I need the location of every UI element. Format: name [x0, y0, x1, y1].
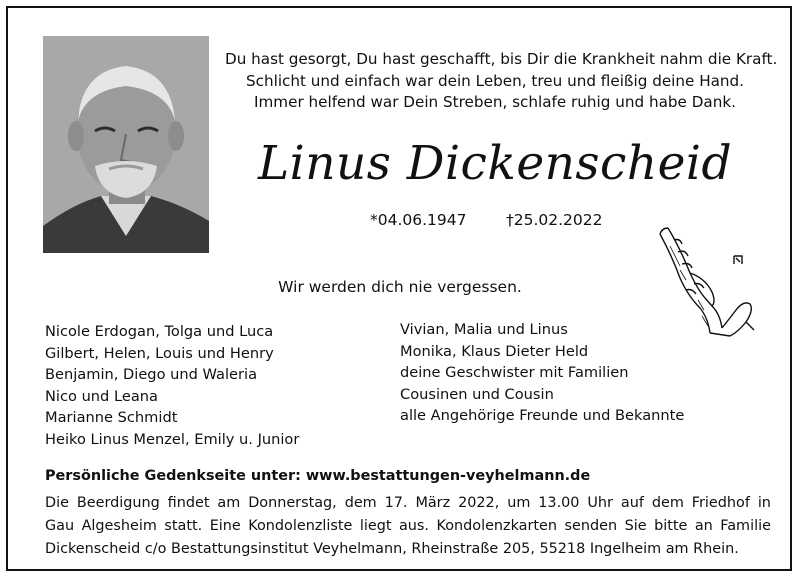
funeral-word: bitte	[654, 518, 688, 534]
death-date: †25.02.2022	[506, 211, 603, 229]
funeral-word: statt.	[164, 518, 203, 534]
mourner-line: Benjamin, Diego und Waleria	[45, 366, 258, 384]
funeral-word: Algesheim	[81, 518, 157, 534]
funeral-word: 13.00	[538, 495, 580, 511]
mourners-right	[400, 319, 684, 427]
mourner-line: alle Angehörige Freunde und Bekannte	[400, 407, 685, 425]
portrait-illustration	[43, 36, 209, 253]
poem	[225, 49, 778, 114]
funeral-word: an	[694, 518, 713, 534]
funeral-word: Familie	[720, 518, 771, 534]
funeral-word: auf	[620, 495, 644, 511]
funeral-word: März	[415, 495, 451, 511]
poem-line: Du hast gesorgt, Du hast geschafft, bis Dir die Krankheit nahm die Kraft.	[225, 50, 778, 68]
funeral-word: aus.	[398, 518, 429, 534]
mourner-line: Marianne Schmidt	[45, 409, 178, 427]
funeral-word: Kondolenzliste	[248, 518, 353, 534]
funeral-word: Donnerstag,	[248, 495, 337, 511]
funeral-word: in	[757, 495, 771, 511]
portrait-photo	[43, 36, 209, 253]
funeral-word: Kondolenzkarten	[436, 518, 558, 534]
funeral-word: Uhr	[587, 495, 613, 511]
poem-line: Immer helfend war Dein Streben, schlafe ruhig und habe Dank.	[254, 93, 736, 111]
funeral-word: Friedhof	[691, 495, 750, 511]
mourner-line: Gilbert, Helen, Louis und Henry	[45, 344, 274, 362]
mourner-line: Nicole Erdogan, Tolga und Luca	[45, 323, 274, 340]
mourner-line: Nico und Leana	[45, 387, 158, 405]
mourner-line: Monika, Klaus Dieter Held	[400, 342, 589, 360]
funeral-word: Gau	[45, 518, 75, 534]
funeral-word: senden	[564, 518, 618, 534]
memorial-page-link[interactable]: Persönliche Gedenkseite unter: www.bestattungen-veyhelmann.de	[45, 468, 591, 484]
funeral-word: 2022,	[458, 495, 500, 511]
mourner-line: Cousinen und Cousin	[400, 385, 554, 403]
motto: Wir werden dich nie vergessen.	[278, 278, 522, 296]
funeral-line: Dickenscheid c/o Bestattungsinstitut Veyhelmann, Rheinstraße 205, 55218 Ingelheim am Rhein.	[45, 541, 739, 557]
funeral-word: findet	[167, 495, 210, 511]
funeral-info	[45, 492, 771, 561]
funeral-word: dem	[344, 495, 377, 511]
funeral-line	[45, 492, 771, 515]
mourners-left	[45, 321, 299, 451]
funeral-word: Eine	[209, 518, 241, 534]
funeral-word: Die	[45, 495, 69, 511]
mourner-line: deine Geschwister mit Familien	[400, 364, 629, 382]
funeral-word: dem	[651, 495, 684, 511]
funeral-word: Sie	[624, 518, 647, 534]
funeral-word: 17.	[384, 495, 408, 511]
mourner-line: Heiko Linus Menzel, Emily u. Junior	[45, 430, 300, 448]
funeral-line	[45, 515, 771, 538]
poem-line: Schlicht und einfach war dein Leben, treu und fleißig deine Hand.	[245, 71, 745, 90]
funeral-word: um	[507, 495, 531, 511]
mourner-line: Vivian, Malia und Linus	[400, 321, 568, 338]
deceased-name: Linus Dickenscheid	[257, 136, 733, 191]
funeral-word: liegt	[359, 518, 392, 534]
birth-date: *04.06.1947	[370, 211, 467, 229]
funeral-word: am	[217, 495, 241, 511]
funeral-word: Beerdigung	[76, 495, 160, 511]
